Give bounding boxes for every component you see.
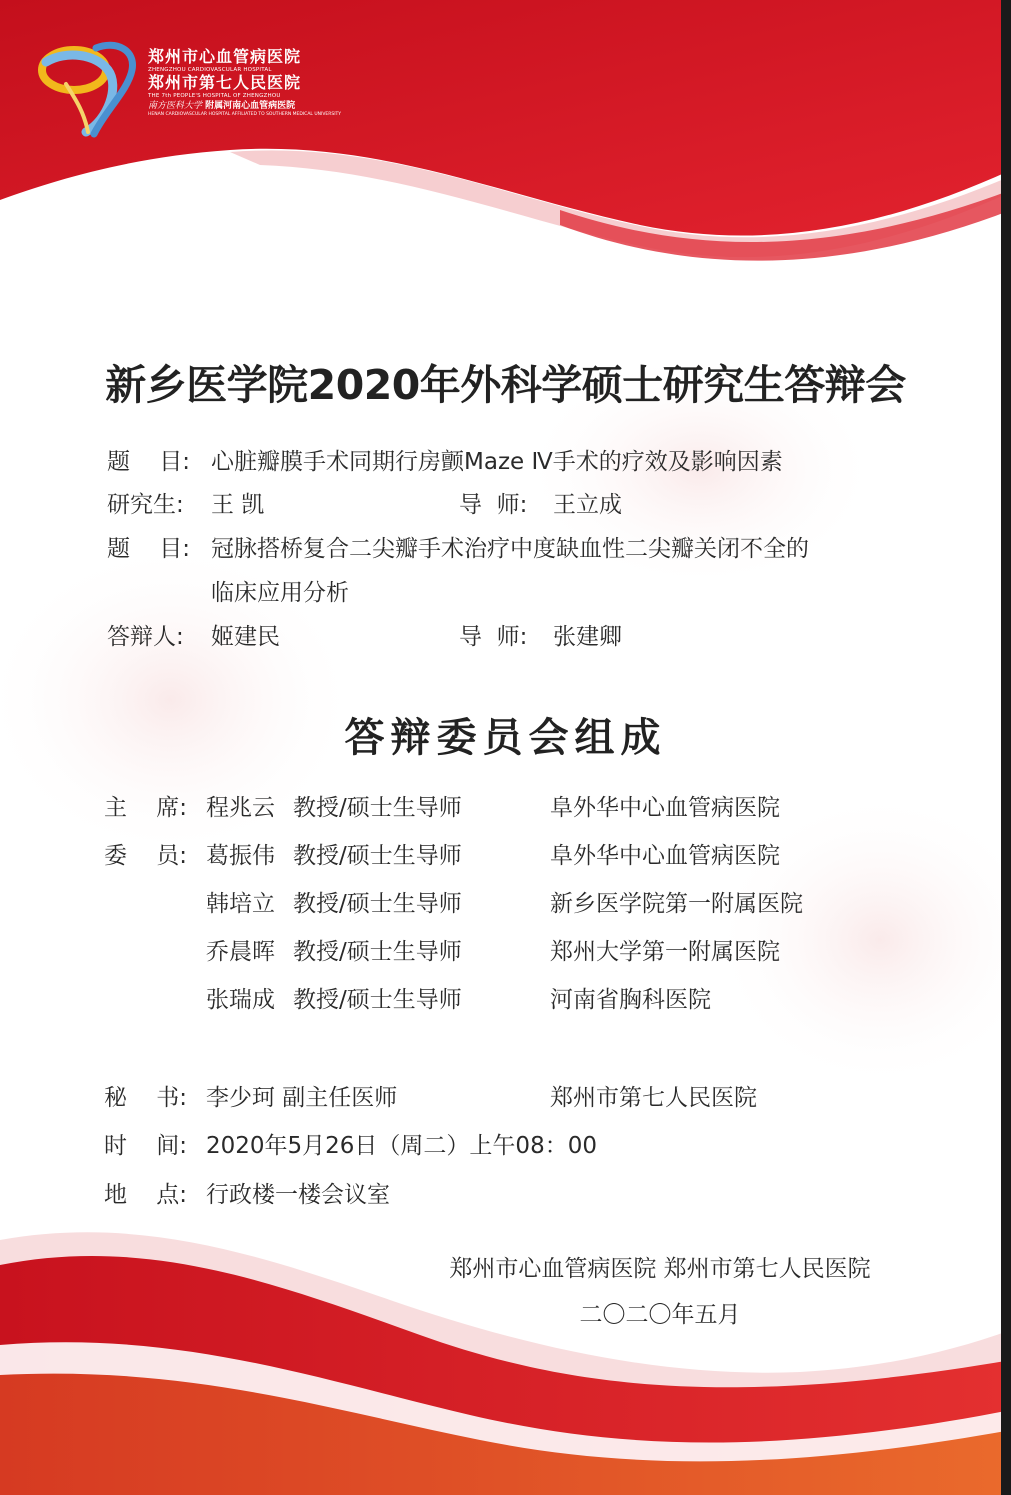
- chair-label: 主 席:: [104, 795, 187, 821]
- logo-affiliation: [148, 100, 348, 112]
- logo-name-cn-1: 郑州市心血管病医院: [148, 47, 302, 66]
- committee-title: 教授/硕士生导师: [293, 843, 462, 869]
- logo-name-en-1: ZHENGZHOU CARDIOVASCULAR HOSPITAL: [148, 67, 272, 73]
- committee-title: 教授/硕士生导师: [293, 891, 462, 917]
- advisor-1-value: 王立成: [553, 492, 622, 518]
- committee-name: 葛振伟: [206, 843, 275, 869]
- topic-2-line-1: 冠脉搭桥复合二尖瓣手术治疗中度缺血性二尖瓣关闭不全的: [211, 536, 809, 562]
- logo-affiliation-cn: 附属河南心血管病医院: [205, 101, 296, 111]
- student-2-label: 答辩人:: [107, 624, 184, 650]
- committee-title: 教授/硕士生导师: [293, 939, 462, 965]
- place-label: 地 点:: [104, 1182, 187, 1208]
- committee-hospital: 河南省胸科医院: [550, 987, 711, 1013]
- committee-hospital: 阜外华中心血管病医院: [550, 795, 780, 821]
- secretary-label: 秘 书:: [104, 1085, 187, 1111]
- footer-organizers: 郑州市心血管病医院 郑州市第七人民医院: [449, 1256, 871, 1282]
- committee-name: 程兆云: [206, 795, 275, 821]
- committee-name: 张瑞成: [206, 987, 275, 1013]
- logo-name-en-2: THE 7th PEOPLE'S HOSPITAL OF ZHENGZHOU: [148, 93, 281, 99]
- topic-2-label: 题 目:: [107, 536, 190, 562]
- topic-1-value: 心脏瓣膜手术同期行房颤Maze Ⅳ手术的疗效及影响因素: [211, 449, 783, 475]
- footer-date: 二〇二〇年五月: [579, 1302, 741, 1328]
- logo-text: [148, 48, 348, 118]
- hospital-logo: [36, 40, 346, 140]
- committee-heading: 答辩委员会组成: [344, 715, 667, 761]
- page-title: 新乡医学院2020年外科学硕士研究生答辩会: [105, 361, 906, 409]
- topic-1-label: 题 目:: [107, 449, 190, 475]
- committee-hospital: 阜外华中心血管病医院: [550, 843, 780, 869]
- logo-name-cn-2: 郑州市第七人民医院: [148, 73, 302, 92]
- place-value: 行政楼一楼会议室: [206, 1182, 390, 1208]
- hospital-emblem-icon: [36, 40, 146, 140]
- committee-name: 韩培立: [206, 891, 275, 917]
- member-label: 委 员:: [104, 843, 187, 869]
- student-2-value: 姬建民: [211, 624, 280, 650]
- committee-hospital: 郑州大学第一附属医院: [550, 939, 780, 965]
- student-1-label: 研究生:: [107, 492, 184, 518]
- committee-name: 乔晨晖: [206, 939, 275, 965]
- committee-title: 教授/硕士生导师: [293, 987, 462, 1013]
- logo-signature: 南方医科大学: [148, 101, 203, 111]
- advisor-2-label: 导 师:: [459, 624, 528, 650]
- logo-affiliation-en: HENAN CARDIOVASCULAR HOSPITAL AFFILIATED TO SOUTHERN MEDICAL UNIVERSITY: [148, 112, 342, 117]
- advisor-2-value: 张建卿: [553, 624, 622, 650]
- committee-title: 教授/硕士生导师: [293, 795, 462, 821]
- time-value: 2020年5月26日（周二）上午08：00: [206, 1133, 597, 1159]
- time-label: 时 间:: [104, 1133, 187, 1159]
- topic-2-line-2: 临床应用分析: [211, 580, 349, 606]
- secretary-hospital: 郑州市第七人民医院: [550, 1085, 757, 1111]
- student-1-value: 王 凯: [211, 492, 265, 518]
- right-border: [1001, 0, 1011, 1495]
- secretary-value: 李少珂 副主任医师: [206, 1085, 398, 1111]
- committee-hospital: 新乡医学院第一附属医院: [550, 891, 803, 917]
- advisor-1-label: 导 师:: [459, 492, 528, 518]
